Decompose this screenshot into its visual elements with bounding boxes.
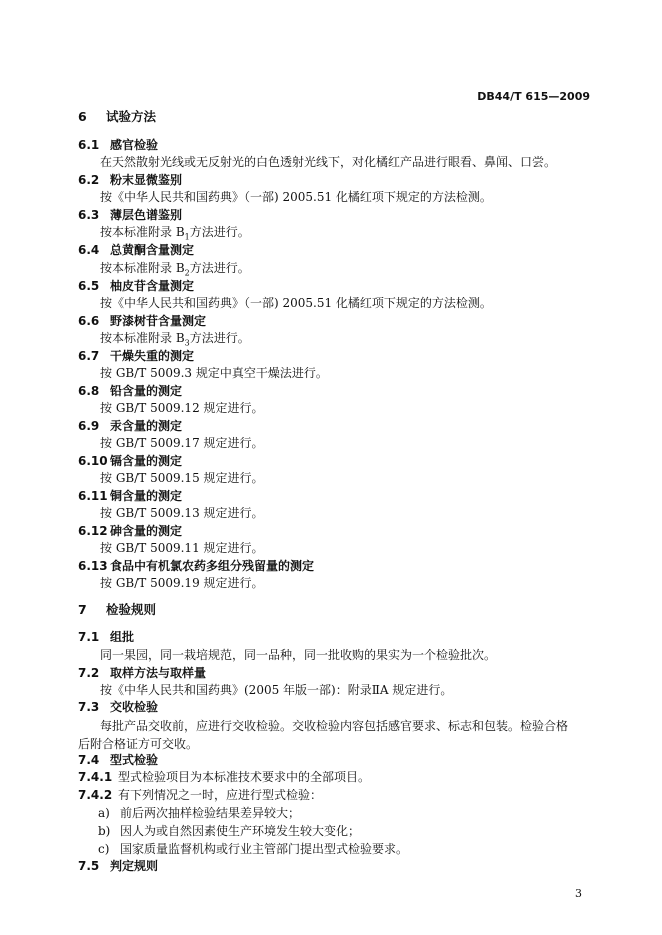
heading-7-3: 7.3 交收检验 xyxy=(78,700,159,714)
section-7-heading: 7 检验规则 xyxy=(78,602,157,617)
text-7-1: 同一果园，同一栽培规范，同一品种，同一批收购的果实为一个检验批次。 xyxy=(100,648,497,662)
text-6-9: 按 GB/T 5009.17 规定进行。 xyxy=(100,436,264,450)
heading-7-2: 7.2 取样方法与取样量 xyxy=(78,666,207,680)
heading-6-13: 6.13 食品中有机氯农药多组分残留量的测定 xyxy=(78,559,315,573)
heading-6-5: 6.5 柚皮苷含量测定 xyxy=(78,279,195,293)
heading-6-4: 6.4 总黄酮含量测定 xyxy=(78,243,195,257)
text-6-1: 在天然散射光线或无反射光的白色透射光线下，对化橘红产品进行眼看、鼻闻、口尝。 xyxy=(100,155,557,169)
list-item-c: c) 国家质量监督机构或行业主管部门提出型式检验要求。 xyxy=(98,842,409,856)
heading-6-7: 6.7 干燥失重的测定 xyxy=(78,349,195,363)
text-6-6: 按本标准附录 $B_3$方法进行。 xyxy=(100,331,250,348)
heading-6-1: 6.1 感官检验 xyxy=(78,138,159,152)
heading-6-8: 6.8 铅含量的测定 xyxy=(78,384,183,398)
text-7-3: 每批产品交收前，应进行交收检验。交收检验内容包括感官要求、标志和包装。检验合格后附合格证方可交收。 xyxy=(78,719,569,751)
text-6-5: 按《中华人民共和国药典》（一部) 2005.51 化橘红项下规定的方法检测。 xyxy=(100,296,492,310)
heading-6-2: 6.2 粉末显微鉴别 xyxy=(78,173,183,187)
heading-6-11: 6.11 铜含量的测定 xyxy=(78,489,183,503)
heading-6-6: 6.6 野漆树苷含量测定 xyxy=(78,314,207,328)
text-6-8: 按 GB/T 5009.12 规定进行。 xyxy=(100,401,264,415)
heading-6-12: 6.12 砷含量的测定 xyxy=(78,524,183,538)
text-7-2: 按《中华人民共和国药典》(2005 年版一部)：附录ⅡA 规定进行。 xyxy=(100,683,453,697)
heading-7-1: 7.1 组批 xyxy=(78,630,135,644)
section-6-heading: 6 试验方法 xyxy=(78,109,157,124)
heading-6-9: 6.9 汞含量的测定 xyxy=(78,419,183,433)
text-6-11: 按 GB/T 5009.13 规定进行。 xyxy=(100,506,264,520)
clause-7-4-2: 7.4.2 有下列情况之一时，应进行型式检验： xyxy=(78,788,323,802)
text-6-3: 按本标准附录 $B_1$方法进行。 xyxy=(100,225,250,242)
page-number: 3 xyxy=(575,887,582,900)
text-6-2: 按《中华人民共和国药典》（一部) 2005.51 化橘红项下规定的方法检测。 xyxy=(100,190,492,204)
text-6-10: 按 GB/T 5009.15 规定进行。 xyxy=(100,471,264,485)
text-6-7: 按 GB/T 5009.3 规定中真空干燥法进行。 xyxy=(100,366,328,380)
clause-7-4-1: 7.4.1 型式检验项目为本标准技术要求中的全部项目。 xyxy=(78,770,371,784)
list-item-a: a) 前后两次抽样检验结果差异较大； xyxy=(98,806,301,820)
heading-7-4: 7.4 型式检验 xyxy=(78,753,159,767)
list-item-b: b) 因人为或自然因素使生产环境发生较大变化； xyxy=(98,824,361,838)
text-6-13: 按 GB/T 5009.19 规定进行。 xyxy=(100,576,264,590)
heading-7-5: 7.5 判定规则 xyxy=(78,859,159,873)
heading-6-3: 6.3 薄层色谱鉴别 xyxy=(78,208,183,222)
heading-6-10: 6.10 镉含量的测定 xyxy=(78,454,183,468)
text-6-12: 按 GB/T 5009.11 规定进行。 xyxy=(100,541,264,555)
document-code: DB44/T 615—2009 xyxy=(477,90,590,103)
text-6-4: 按本标准附录 $B_2$方法进行。 xyxy=(100,261,250,278)
